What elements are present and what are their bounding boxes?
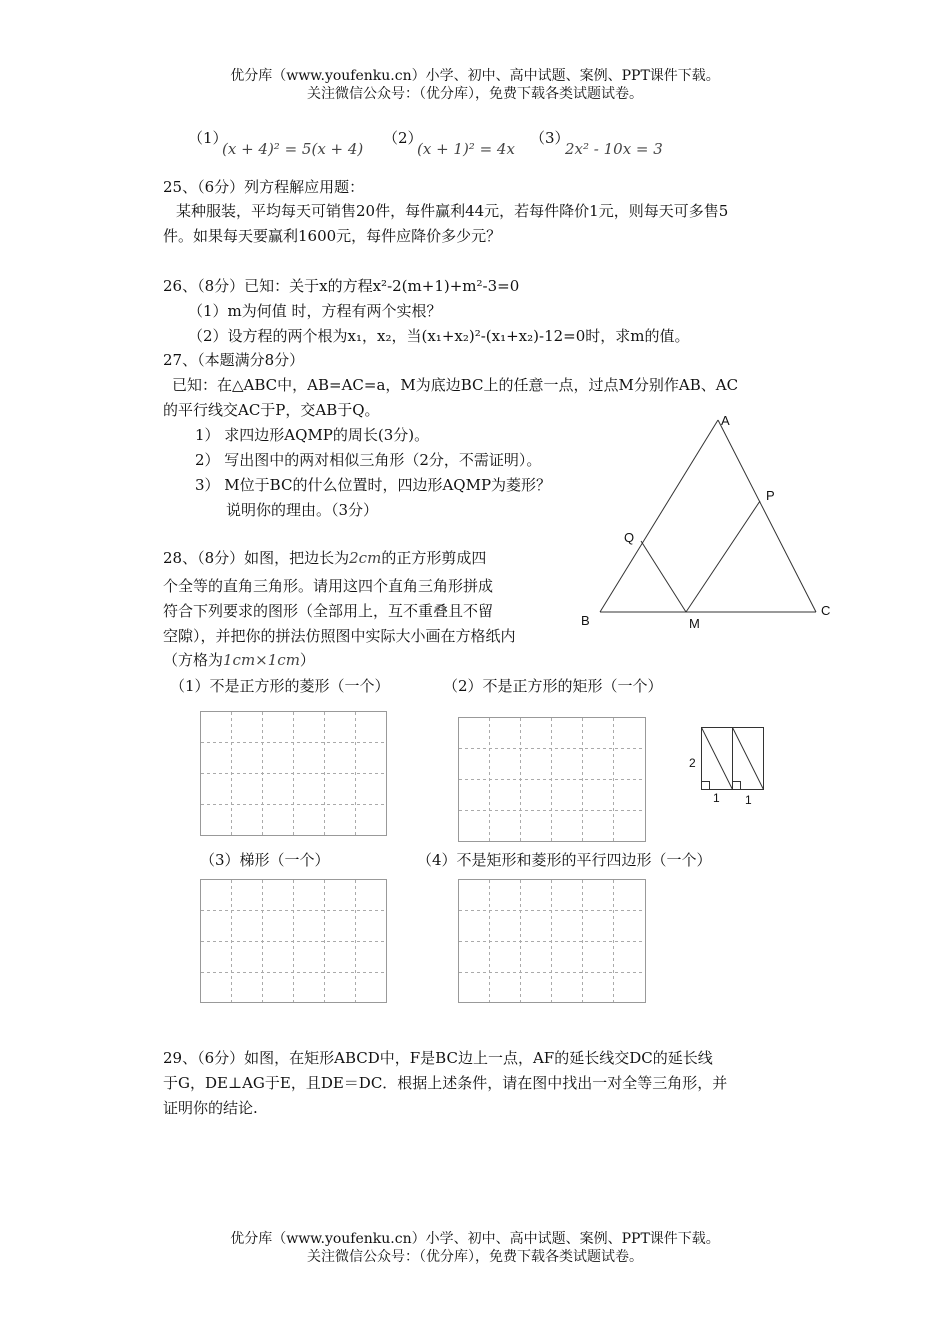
q26-part-2: （2）设方程的两个根为x₁，x₂，当(x₁+x₂)²-(x₁+x₂)-12=0时，求m的值。 — [188, 327, 690, 345]
q28-line-1-start: 28、（8分）如图，把边长为 — [163, 549, 350, 567]
example-cut-square — [702, 728, 764, 790]
example-side-label: 2 — [689, 756, 696, 770]
q28-line-1-measure: 2cm — [349, 549, 382, 567]
q27-item-3: 3） M位于BC的什么位置时，四边形AQMP为菱形？ — [195, 476, 552, 494]
q24-part-2-equation: (x + 1)² = 4x — [417, 140, 515, 158]
q27-title: 27、（本题满分8分） — [163, 351, 305, 369]
example-base-label-2: 1 — [745, 793, 752, 807]
footer-line-1: 优分库（www.youfenku.cn）小学、初中、高中试题、案例、PPT课件下载。 — [230, 1231, 720, 1247]
q29-line-3: 证明你的结论. — [163, 1099, 258, 1117]
q28-line-5 — [163, 650, 315, 670]
example-base-label-1: 1 — [713, 791, 720, 805]
q28-line-1-end: 的正方形剪成四 — [381, 549, 487, 567]
grid-paper-3 — [201, 880, 387, 1003]
q27-body-line-1: 已知：在△ABC中，AB=AC=a，M为底边BC上的任意一点，过点M分别作AB、AC — [172, 376, 739, 394]
q25-body-line-1: 某种服装，平均每天可销售20件，每件赢利44元，若每件降价1元，则每天可多售5 — [176, 202, 729, 220]
q29-line-1: 29、（6分）如图，在矩形ABCD中，F是BC边上一点，AF的延长线交DC的延长线 — [163, 1049, 713, 1067]
q29-line-2: 于G，DE⊥AG于E，且DE＝DC．根据上述条件，请在图中找出一对全等三角形，并 — [163, 1074, 728, 1092]
header-line-2: 关注微信公众号：（优分库），免费下载各类试题试卷。 — [307, 86, 643, 102]
q28-line-4: 空隙），并把你的拼法仿照图中实际大小画在方格纸内 — [163, 627, 516, 645]
q27-body-line-2: 的平行线交AC于P，交AB于Q。 — [163, 401, 380, 419]
header-line-1: 优分库（www.youfenku.cn）小学、初中、高中试题、案例、PPT课件下载。 — [230, 68, 720, 84]
segment-ac — [718, 420, 816, 612]
segment-ab — [600, 420, 718, 612]
q26-part-1: （1）m为何值 时，方程有两个实根？ — [188, 302, 442, 320]
point-label-m: M — [689, 616, 700, 631]
footer-line-2: 关注微信公众号：（优分库），免费下载各类试题试卷。 — [307, 1249, 643, 1265]
q27-item-3-continued: 说明你的理由。（3分） — [226, 501, 379, 519]
q28-part-3-label: （3）梯形（一个） — [200, 851, 330, 869]
q28-part-4-label: （4）不是矩形和菱形的平行四边形（一个） — [417, 851, 712, 869]
grid-paper-1 — [201, 712, 387, 836]
q24-part-1-equation: (x + 4)² = 5(x + 4) — [222, 140, 364, 158]
q24-part-2-number: （2） — [383, 129, 423, 147]
q28-part-2-label: （2）不是正方形的矩形（一个） — [443, 677, 663, 695]
vertex-label-b: B — [581, 613, 590, 628]
grid-paper-4 — [459, 880, 646, 1003]
grid-paper-2 — [459, 718, 646, 842]
segment-mp — [686, 501, 760, 612]
point-label-q: Q — [624, 530, 635, 545]
vertex-label-c: C — [821, 603, 831, 618]
q27-item-1: 1） 求四边形AQMP的周长(3分)。 — [195, 426, 430, 444]
q25-body-line-2: 件。如果每天要赢利1600元，每件应降价多少元？ — [163, 227, 502, 245]
q28-line-1 — [163, 548, 486, 568]
q26-title: 26、（8分）已知：关于x的方程x²-2(m+1)+m²-3=0 — [163, 277, 520, 295]
q28-part-1-label: （1）不是正方形的菱形（一个） — [170, 677, 390, 695]
q28-line-2: 个全等的直角三角形。请用这四个直角三角形拼成 — [163, 577, 494, 595]
q28-line-5-end: ） — [299, 651, 315, 669]
q24-part-1-number: （1） — [188, 129, 228, 147]
q28-line-5-start: （方格为 — [163, 651, 224, 669]
q28-line-5-measure: 1cm×1cm — [223, 651, 300, 669]
q24-part-3-number: （3） — [530, 129, 570, 147]
q24-part-3-equation: 2x² - 10x = 3 — [565, 140, 663, 158]
q27-item-2: 2） 写出图中的两对相似三角形（2分，不需证明）。 — [195, 451, 542, 469]
vertex-label-a: A — [721, 413, 730, 428]
q25-title: 25、（6分）列方程解应用题： — [163, 178, 365, 196]
point-label-p: P — [766, 488, 775, 503]
segment-mq — [641, 541, 686, 612]
q28-line-3: 符合下列要求的图形（全部用上，互不重叠且不留 — [163, 602, 494, 620]
